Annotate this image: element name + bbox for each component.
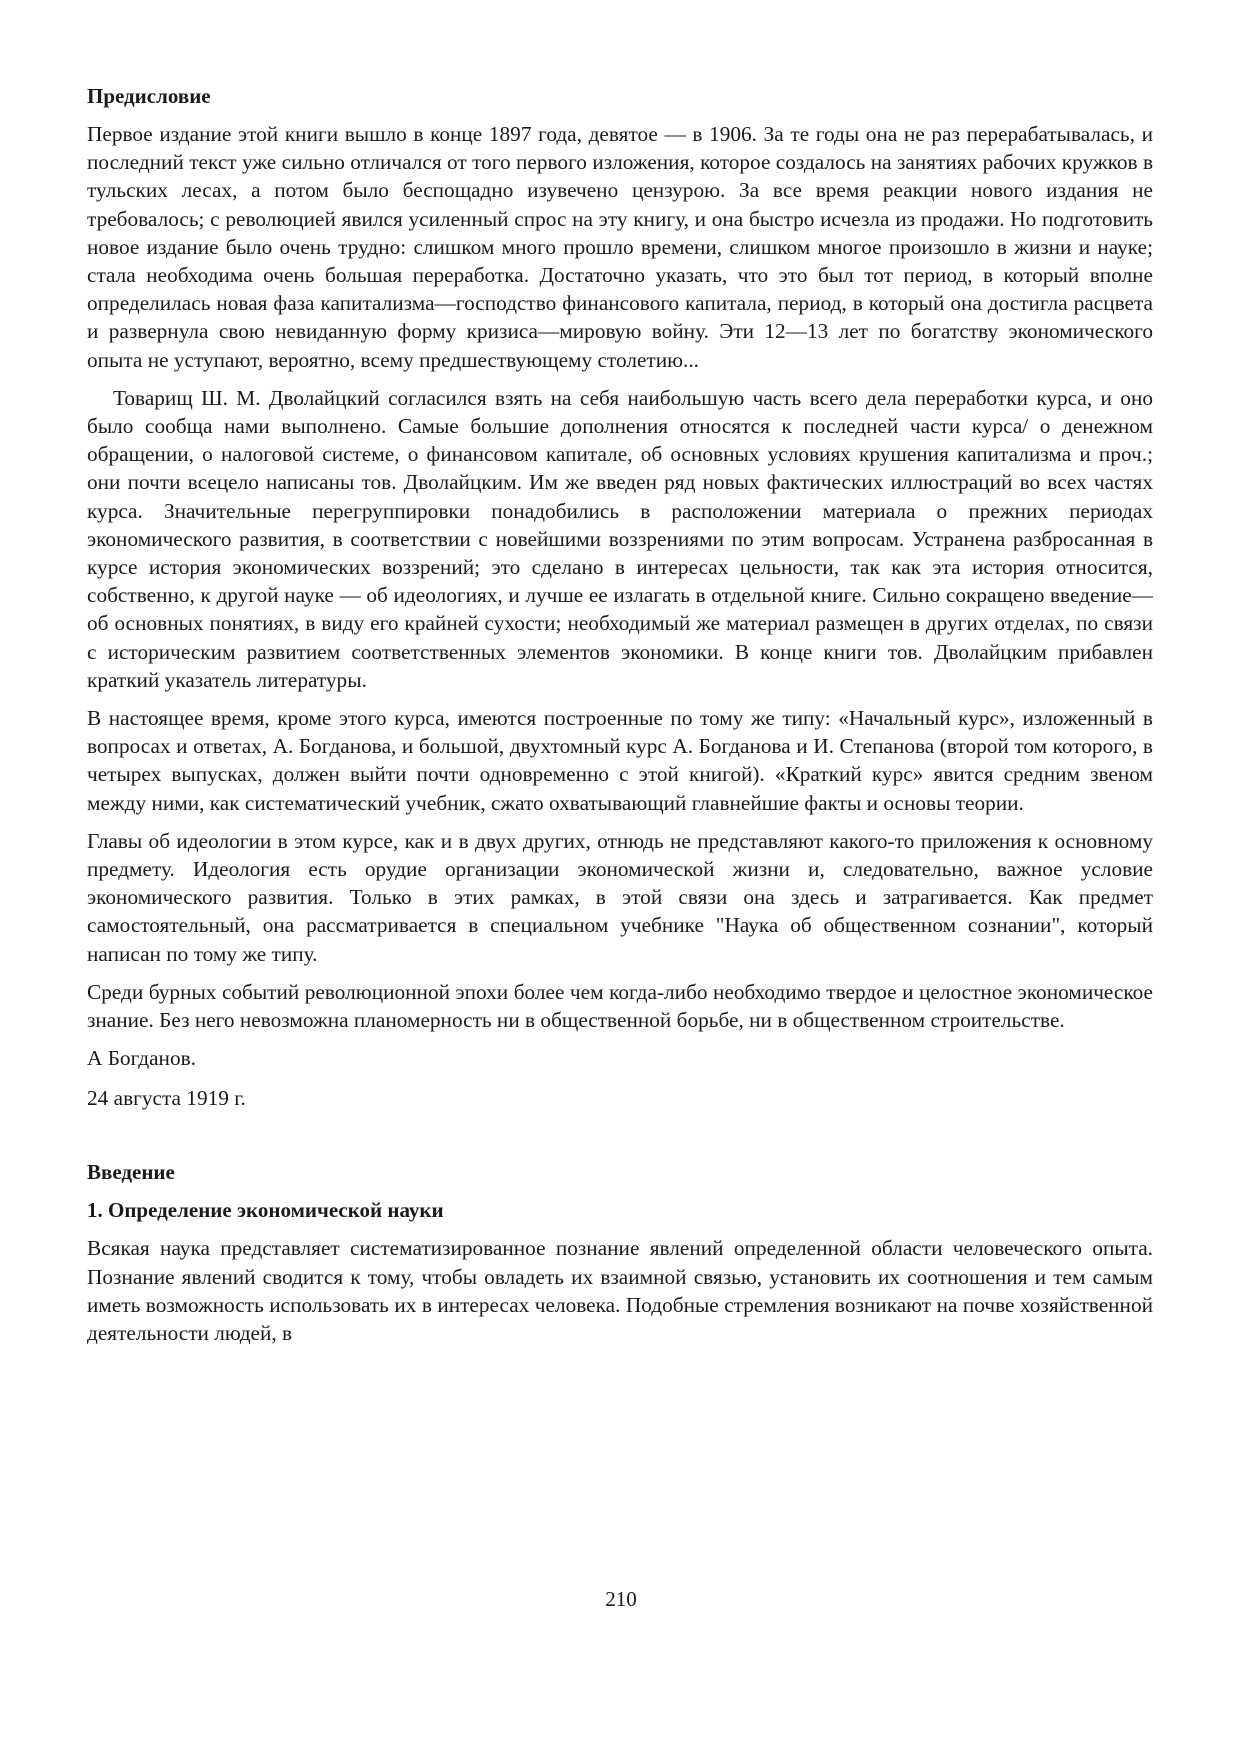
preface-paragraph-2: Товарищ Ш. М. Дволайцкий согласился взять на себя наибольшую часть всего дела переработки курса, и оно было сообща нами выполнено. Самые большие дополнения относятся к последней части курса/ о денежном обращении, о налоговой системе, о финансовом капитале, об основных условиях крушения капитализма и проч.; они почти всецело написаны тов. Дволайцким. Им же введен ряд новых фактических иллюстраций во всех частях курса. Значительные перегруппировки понадобились в расположении материала о прежних периодах экономического развития, в соответствии с новейшими воззрениями по этим вопросам. Устранена разбросанная в курсе история экономических воззрений; это сделано в интересах цельности, так как эта история относится, собственно, к другой науке — об идеологиях, и лучше ее излагать в отдельной книге. Сильно сокращено введение—об основных понятиях, в виду его крайней сухости; необходимый же материал размещен в других отделах, по связи с историческим развитием соответственных элементов экономики. В конце книги тов. Дволайцким прибавлен краткий указатель литературы. bbox=[87, 385, 1153, 692]
author-signature: А Богданов. bbox=[87, 1046, 196, 1071]
preface-paragraph-1: Первое издание этой книги вышло в конце 1897 года, девятое — в 1906. За те годы она не раз перерабатывалась, и последний текст уже сильно отличался от того первого изложения, которое создалось на занятиях рабочих кружков в тульских лесах, а потом было беспощадно изувечено цензурою. За все время реакции нового издания не требовалось; с революцией явился усиленный спрос на эту книгу, и она быстро исчезла из продажи. Но подготовить новое издание было очень трудно: слишком много прошло времени, слишком многое произошло в жизни и науке; стала необходима очень большая переработка. Достаточно указать, что это был тот период, в который вполне определилась новая фаза капитализма—господство финансового капитала, период, в который она достигла расцвета и развернула свою невиданную форму кризиса—мировую войну. Эти 12—13 лет по богатству экономического опыта не уступают, вероятно, всему предшествующему столетию... bbox=[87, 122, 1153, 372]
page-number: 210 bbox=[605, 1587, 637, 1611]
preface-date: 24 августа 1919 г. bbox=[87, 1086, 246, 1111]
preface-heading: Предисловие bbox=[87, 84, 211, 108]
section-heading: 1. Определение экономической науки bbox=[87, 1198, 444, 1223]
section-gap bbox=[87, 1124, 1153, 1158]
page-content bbox=[87, 82, 1153, 1357]
preface-paragraph-3: В настоящее время, кроме этого курса, имеются построенные по тому же типу: «Начальный курс», изложенный в вопросах и ответах, А. Богданова, и большой, двухтомный курс А. Богданова и И. Степанова (второй том которого, в четырех выпусках, должен выйти почти одновременно с этой книгой). «Краткий курс» явится средним звеном между ними, как систематический учебник, сжато охватывающий главнейшие факты и основы теории. bbox=[87, 706, 1153, 815]
introduction-paragraph: Всякая наука представляет систематизированное познание явлений определенной области человеческого опыта. Познание явлений сводится к тому, чтобы овладеть их взаимной связью, установить их соотношения и тем самым иметь возможность использовать их в интересах человека. Подобные стремления возникают на почве хозяйственной деятельности людей, в bbox=[87, 1236, 1153, 1345]
preface-paragraph-4: Главы об идеологии в этом курсе, как и в двух других, отнюдь не представляют какого-то приложения к основному предмету. Идеология есть орудие организации экономической жизни и, следовательно, важное условие экономического развития. Только в этих рамках, в этой связи она здесь и затрагивается. Как предмет самостоятельный, она рассматривается в специальном учебнике "Наука об общественном сознании", который написан по тому же типу. bbox=[87, 828, 1153, 966]
preface-paragraph-5: Среди бурных событий революционной эпохи более чем когда-либо необходимо твердое и целостное экономическое знание. Без него невозможна планомерность ни в общественной борьбе, ни в общественном строительстве. bbox=[87, 979, 1153, 1033]
introduction-heading: Введение bbox=[87, 1160, 175, 1185]
